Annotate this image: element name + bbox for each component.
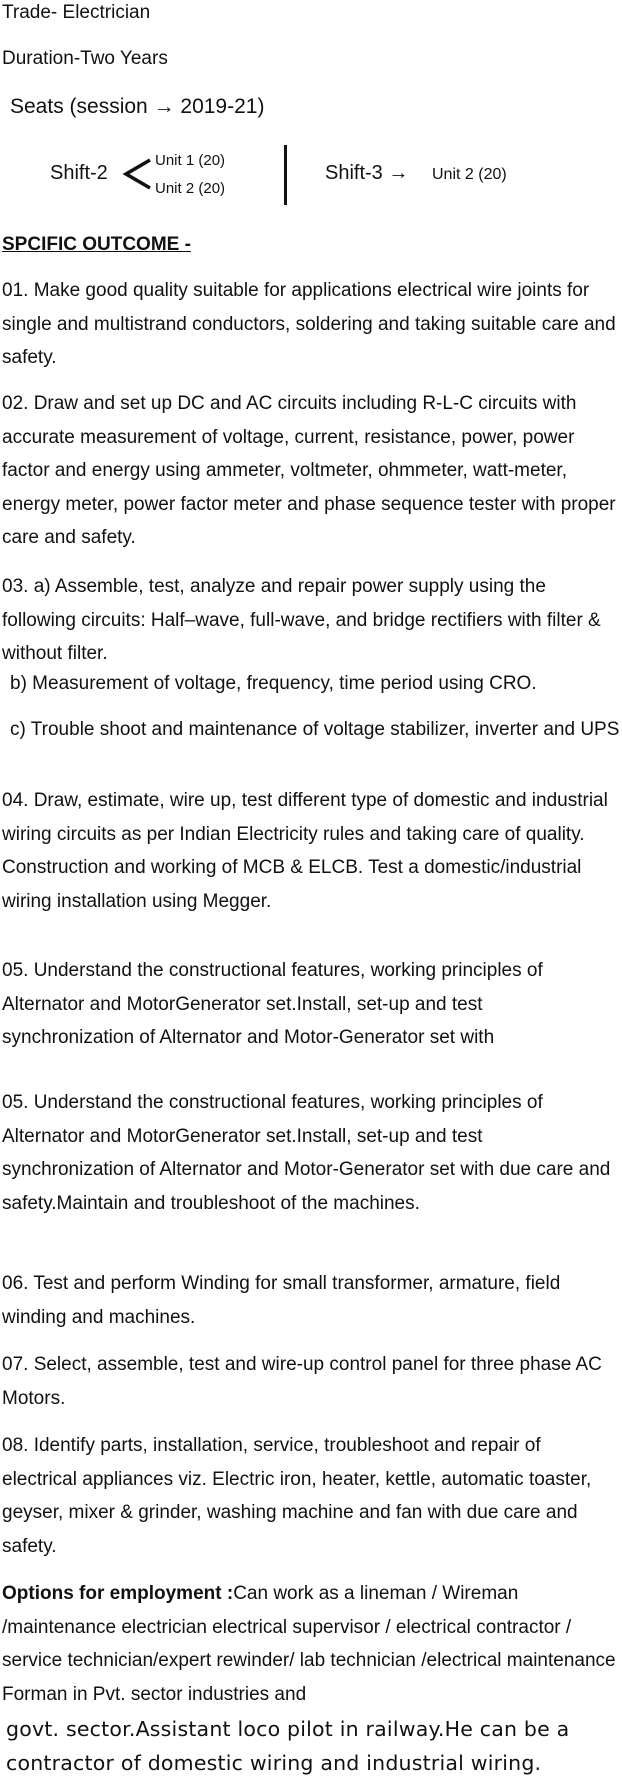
outcome-06: 06. Test and perform Winding for small transformer, armature, field winding and machines.: [2, 1273, 561, 1328]
outcome-02: 02. Draw and set up DC and AC circuits including R-L-C circuits with accurate measurement of voltage, current, resistance, power, power factor and energy using ammeter, voltmeter, ohmmeter, watt-meter, energy meter, power factor meter and phase sequence tester with proper care and safety.: [2, 393, 616, 548]
outcome-07: 07. Select, assemble, test and wire-up control panel for three phase AC Motors.: [2, 1354, 602, 1409]
employment-paragraph-2: govt. sector.Assistant loco pilot in railway.He can be a contractor of domestic wiring and industrial wiring.: [6, 1717, 570, 1775]
outcome-03b: b) Measurement of voltage, frequency, time period using CRO.: [10, 673, 537, 694]
shift-3-unit: Unit 2 (20): [432, 166, 507, 183]
employment-text: Can work as a lineman / Wireman /maintenance electrician electrical supervisor / electrical contractor / service technician/expert rewinder/ lab technician /electrical maintenance Forman in Pvt. sector industries and: [2, 1583, 616, 1705]
outcome-08: 08. Identify parts, installation, service, troubleshoot and repair of electrical appliances viz. Electric iron, heater, kettle, automatic toaster, geyser, mixer & grinder, washing machine and fan with due care and safety.: [2, 1435, 592, 1557]
outcome-04: 04. Draw, estimate, wire up, test different type of domestic and industrial wiring circuits as per Indian Electricity rules and taking care of quality. Construction and working of MCB & ELCB. Test a domestic/industrial wiring installation using Megger.: [2, 790, 608, 912]
outcome-01: 01. Make good quality suitable for applications electrical wire joints for single and multistrand conductors, soldering and taking suitable care and safety.: [2, 280, 616, 368]
outcome-heading: SPCIFIC OUTCOME -: [2, 234, 191, 255]
outcome-05-a: 05. Understand the constructional features, working principles of Alternator and MotorGenerator set.Install, set-up and test synchronization of Alternator and Motor-Generator set with: [2, 960, 543, 1048]
outcome-03c: c) Trouble shoot and maintenance of voltage stabilizer, inverter and UPS: [10, 719, 620, 740]
shift-3-label: Shift-3 →: [325, 162, 409, 184]
outcome-05-b: 05. Understand the constructional features, working principles of Alternator and MotorGenerator set.Install, set-up and test synchronization of Alternator and Motor-Generator set with due care and safety.Maintain and troubleshoot of the machines.: [2, 1092, 611, 1214]
shift-2-unit-2: Unit 2 (20): [155, 180, 226, 197]
branch-arrow-icon: [118, 150, 158, 200]
shift-2-label: Shift-2: [50, 162, 108, 184]
employment-label: Options for employment :: [2, 1583, 234, 1604]
shift-divider: [284, 145, 287, 205]
employment-paragraph: [2, 1577, 617, 1711]
outcome-03a: 03. a) Assemble, test, analyze and repair power supply using the following circuits: Half–wave, full-wave, and bridge rectifiers with filter & without filter.: [2, 576, 601, 664]
shift-2-unit-1: Unit 1 (20): [155, 152, 226, 169]
seats-line: Seats (session → 2019-21): [10, 95, 265, 118]
trade-line: Trade- Electrician: [2, 2, 151, 23]
duration-line: Duration-Two Years: [2, 48, 168, 69]
